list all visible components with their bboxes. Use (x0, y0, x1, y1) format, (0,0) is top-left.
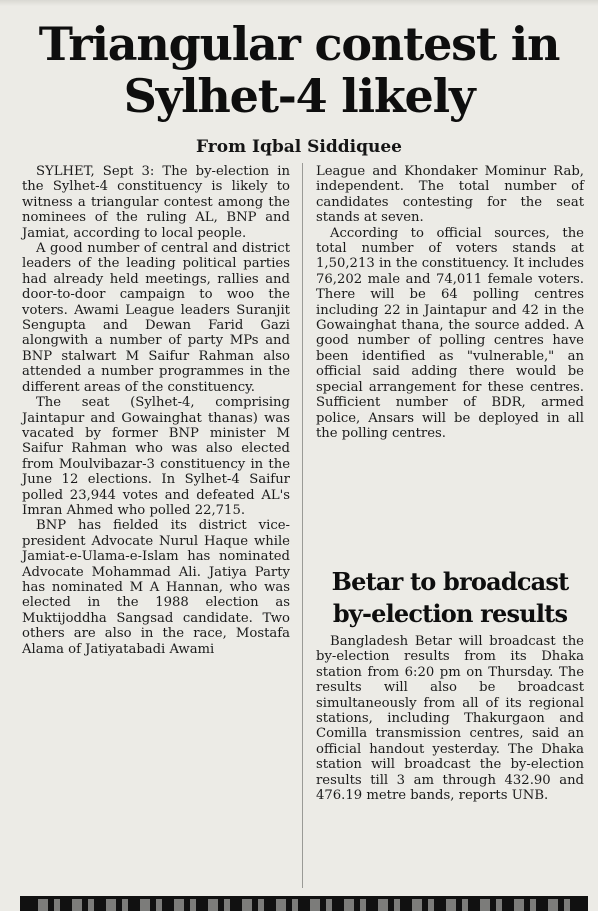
article-paragraph: A good number of central and district leaders of the leading political parties had already held meetings, rallies and door-to-door campaign to woo the voters. Awami League leaders Suranjit Sengupta and Dewan Farid Gazi alongwith a number of party MPs and BNP stalwart M Saifur Rahman also attended a number programmes in the different areas of the constituency. (22, 241, 290, 395)
sidebar-headline-line-1: Betar to broadcast (331, 567, 569, 596)
page-edge (0, 0, 598, 6)
byline: From Iqbal Siddiquee (196, 137, 402, 157)
next-headline-fragment (20, 896, 588, 911)
column-divider (302, 163, 303, 888)
headline-line-2: Sylhet-4 likely (123, 69, 475, 123)
cropped-headline-text (38, 899, 570, 911)
article-headline (6, 18, 592, 122)
sidebar-headline-line-2: by-election results (332, 599, 568, 628)
sidebar-story-body (316, 634, 584, 803)
sidebar-paragraph: Bangladesh Betar will broadcast the by-election results from its Dhaka station from 6:20 pm on Thursday. The results will also be broadcast simultaneously from all of its regional stations, including Thakurgaon and Comilla transmission centres, said an official handout yesterday. The Dhaka station will broadcast the by-election results till 3 am through 432.90 and 476.19 metre bands, reports UNB. (316, 634, 584, 804)
sidebar-story-headline (312, 566, 588, 630)
article-column-left (22, 164, 290, 657)
article-paragraph: The seat (Sylhet-4, comprising Jaintapur and Gowainghat thanas) was vacated by former BNP minister M Saifur Rahman who was also elected from Moulvibazar-3 constituency in the June 12 elections. In Sylhet-4 Saifur polled 23,944 votes and defeated AL's Imran Ahmed who polled 22,715. (22, 395, 290, 518)
article-paragraph: BNP has fielded its district vice-president Advocate Nurul Haque while Jamiat-e-Ulama-e-Islam has nominated Advocate Mohammad Ali. Jatiya Party has nominated M A Hannan, who was elected in the 1988 election as Muktijoddha Sangsad candidate. Two others are also in the race, Mostafa Alama of Jatiyatabadi Awami (22, 518, 290, 657)
article-paragraph: According to official sources, the total number of voters stands at 1,50,213 in the constituency. It includes 76,202 male and 74,011 female voters. There will be 64 polling centres including 22 in Jaintapur and 42 in the Gowainghat thana, the source added. A good number of polling centres have been identified as "vulnerable," an official said adding there would be special arrangement for these centres. Sufficient number of BDR, armed police, Ansars will be deployed in all the polling centres. (316, 225, 584, 441)
article-column-right (316, 164, 584, 441)
article-paragraph: League and Khondaker Mominur Rab, independent. The total number of candidates contesting for the seat stands at seven. (316, 164, 584, 226)
headline-line-1: Triangular contest in (38, 17, 560, 71)
article-paragraph: SYLHET, Sept 3: The by-election in the Sylhet-4 constituency is likely to witness a triangular contest among the nominees of the ruling AL, BNP and Jamiat, according to local people. (22, 164, 290, 241)
